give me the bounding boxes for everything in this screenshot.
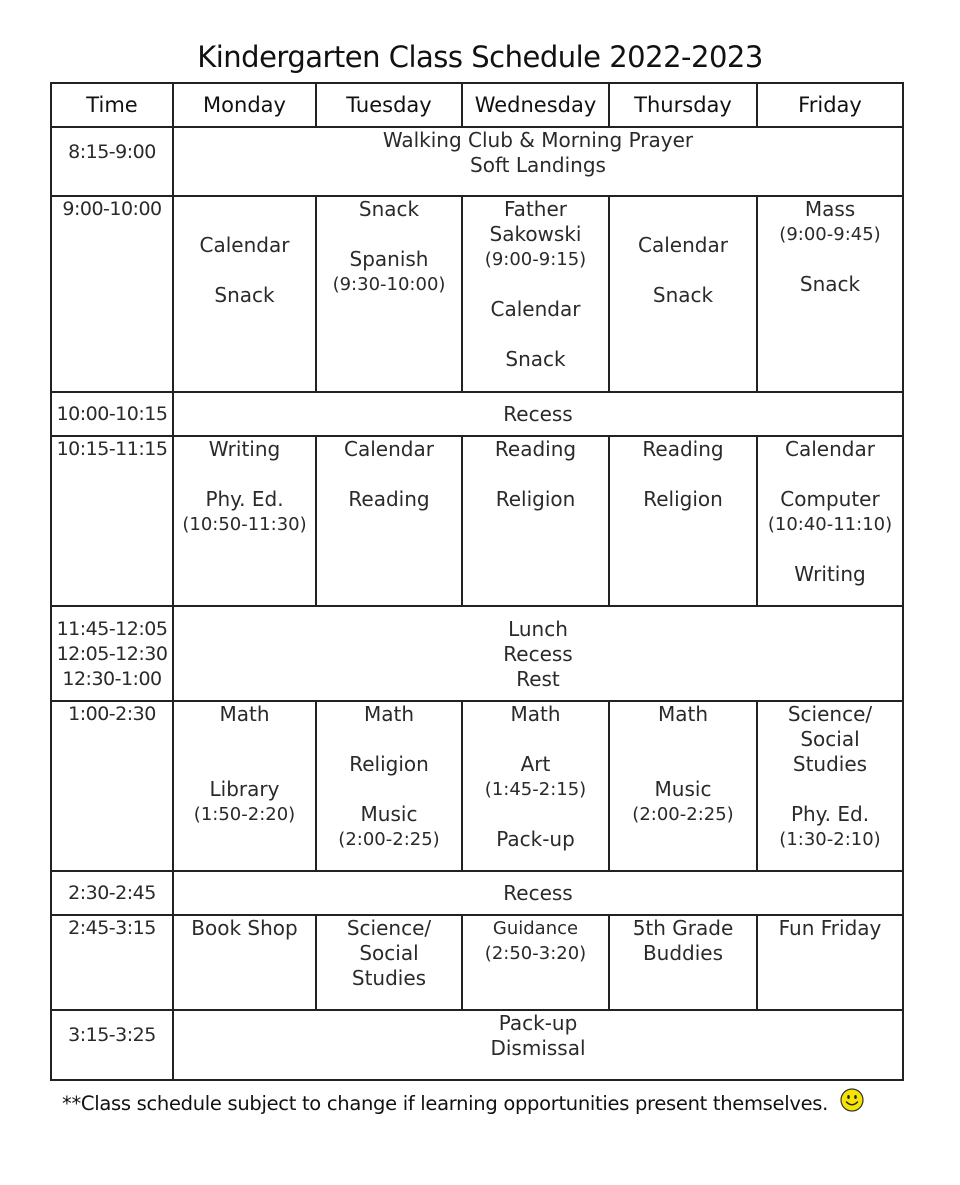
table-row bbox=[51, 127, 903, 196]
table-row bbox=[51, 606, 903, 701]
span-cell bbox=[173, 871, 903, 915]
cell-line: Guidance bbox=[492, 918, 579, 939]
cell-line: Religion bbox=[495, 487, 576, 511]
time-cell bbox=[51, 436, 173, 606]
monday-cell bbox=[173, 915, 316, 1010]
time-text: 11:45-12:05 bbox=[56, 618, 168, 640]
cell-line: Religion bbox=[349, 752, 429, 776]
cell-line: Book Shop bbox=[191, 916, 298, 940]
cell-line: Writing bbox=[794, 562, 866, 586]
time-cell bbox=[51, 1010, 173, 1080]
time-text: 2:30-2:45 bbox=[68, 881, 156, 904]
cell-line: (9:30-10:00) bbox=[332, 274, 446, 295]
cell-line: (9:00-9:45) bbox=[779, 224, 881, 245]
time-text: 12:05-12:30 bbox=[56, 643, 168, 665]
cell-line: Mass bbox=[804, 197, 856, 221]
cell-line: Music bbox=[654, 777, 712, 801]
cell-line: (10:40-11:10) bbox=[767, 514, 893, 535]
cell-line: Fun Friday bbox=[778, 916, 882, 940]
cell-line: Reading bbox=[348, 487, 430, 511]
header-tuesday: Tuesday bbox=[316, 83, 462, 127]
cell-line: Snack bbox=[505, 347, 566, 371]
time-text: 3:15-3:25 bbox=[68, 1024, 156, 1046]
span-cell bbox=[173, 1010, 903, 1080]
cell-line: (1:50-2:20) bbox=[193, 804, 296, 825]
time-cell bbox=[51, 196, 173, 392]
table-row bbox=[51, 196, 903, 392]
wednesday-cell bbox=[462, 196, 609, 392]
cell-line: Math bbox=[219, 702, 270, 726]
cell-line: Snack bbox=[652, 283, 714, 307]
tuesday-cell bbox=[316, 701, 462, 871]
cell-line: Snack bbox=[214, 283, 275, 307]
cell-line: (1:45-2:15) bbox=[484, 779, 587, 800]
cell-line: Snack bbox=[358, 197, 420, 221]
friday-cell bbox=[757, 196, 903, 392]
friday-cell bbox=[757, 436, 903, 606]
cell-line: Religion bbox=[643, 487, 723, 511]
cell-line: Art bbox=[520, 752, 551, 776]
span-line: Pack-up bbox=[498, 1011, 578, 1035]
table-row bbox=[51, 392, 903, 436]
cell-line: (2:00-2:25) bbox=[632, 804, 734, 825]
time-cell bbox=[51, 392, 173, 436]
monday-cell bbox=[173, 196, 316, 392]
time-text: 8:15-9:00 bbox=[68, 141, 156, 163]
thursday-cell bbox=[609, 196, 757, 392]
wednesday-cell bbox=[462, 915, 609, 1010]
cell-line: Calendar bbox=[785, 437, 875, 461]
header-monday: Monday bbox=[173, 83, 316, 127]
cell-line: Science/ bbox=[787, 702, 873, 726]
time-text: 2:45-3:15 bbox=[68, 917, 156, 939]
cell-line: Spanish bbox=[349, 247, 429, 271]
cell-line: Social bbox=[359, 941, 419, 965]
cell-line: 5th Grade bbox=[632, 916, 734, 940]
cell-line: Calendar bbox=[344, 437, 434, 461]
table-row bbox=[51, 915, 903, 1010]
page-title: Kindergarten Class Schedule 2022-2023 bbox=[197, 40, 763, 74]
time-cell bbox=[51, 127, 173, 196]
wednesday-cell bbox=[462, 436, 609, 606]
table-row bbox=[51, 701, 903, 871]
cell-line: Buddies bbox=[642, 941, 724, 965]
cell-line: Snack bbox=[799, 272, 861, 296]
cell-line: Sakowski bbox=[489, 222, 582, 246]
thursday-cell bbox=[609, 701, 757, 871]
cell-line: Pack-up bbox=[496, 827, 575, 851]
span-line: Walking Club & Morning Prayer bbox=[382, 128, 694, 152]
span-line: Lunch bbox=[508, 617, 568, 641]
cell-line: Phy. Ed. bbox=[790, 802, 870, 826]
cell-line: Reading bbox=[642, 437, 724, 461]
schedule-table bbox=[50, 82, 904, 1081]
span-cell bbox=[173, 606, 903, 701]
span-line: Recess bbox=[503, 401, 573, 426]
monday-cell bbox=[173, 436, 316, 606]
tuesday-cell bbox=[316, 915, 462, 1010]
cell-line: Calendar bbox=[199, 233, 290, 257]
cell-line: Studies bbox=[792, 752, 868, 776]
header-time: Time bbox=[51, 83, 173, 127]
time-cell bbox=[51, 915, 173, 1010]
span-cell bbox=[173, 127, 903, 196]
span-line: Dismissal bbox=[490, 1036, 586, 1060]
cell-line: (9:00-9:15) bbox=[484, 249, 587, 270]
header-row bbox=[51, 83, 903, 127]
span-line: Recess bbox=[503, 642, 573, 666]
monday-cell bbox=[173, 701, 316, 871]
span-line: Soft Landings bbox=[470, 153, 606, 177]
table-row bbox=[51, 436, 903, 606]
thursday-cell bbox=[609, 436, 757, 606]
cell-line: (2:50-3:20) bbox=[484, 943, 587, 964]
header-thursday: Thursday bbox=[609, 83, 757, 127]
cell-line: (2:00-2:25) bbox=[338, 829, 440, 850]
cell-line: Music bbox=[360, 802, 418, 826]
thursday-cell bbox=[609, 915, 757, 1010]
span-line: Rest bbox=[516, 667, 560, 691]
smiley-face-icon bbox=[840, 1088, 864, 1117]
cell-line: Writing bbox=[208, 437, 281, 461]
cell-line: (10:50-11:30) bbox=[182, 514, 307, 535]
table-row bbox=[51, 871, 903, 915]
friday-cell bbox=[757, 915, 903, 1010]
header-wednesday: Wednesday bbox=[462, 83, 609, 127]
time-text: 9:00-10:00 bbox=[62, 198, 162, 220]
footnote bbox=[62, 1088, 864, 1117]
span-line: Recess bbox=[503, 880, 573, 905]
cell-line: Math bbox=[657, 702, 709, 726]
header-friday: Friday bbox=[757, 83, 903, 127]
time-cell bbox=[51, 701, 173, 871]
tuesday-cell bbox=[316, 436, 462, 606]
cell-line: Social bbox=[800, 727, 860, 751]
cell-line: Computer bbox=[780, 487, 880, 511]
wednesday-cell bbox=[462, 701, 609, 871]
span-cell bbox=[173, 392, 903, 436]
tuesday-cell bbox=[316, 196, 462, 392]
time-text: 10:15-11:15 bbox=[56, 438, 168, 460]
cell-line: Library bbox=[209, 777, 280, 801]
cell-line: Calendar bbox=[638, 233, 728, 257]
table-row bbox=[51, 1010, 903, 1080]
cell-line: Science/ bbox=[346, 916, 432, 940]
cell-line: Math bbox=[363, 702, 415, 726]
cell-line: Calendar bbox=[490, 297, 581, 321]
cell-line: Studies bbox=[351, 966, 427, 990]
footnote-text: **Class schedule subject to change if learning opportunities present themselves. bbox=[62, 1092, 829, 1115]
time-text: 10:00-10:15 bbox=[56, 402, 168, 425]
time-text: 12:30-1:00 bbox=[62, 668, 162, 690]
cell-line: Reading bbox=[494, 437, 577, 461]
time-cell bbox=[51, 606, 173, 701]
cell-line: Phy. Ed. bbox=[205, 487, 284, 511]
cell-line: Math bbox=[510, 702, 561, 726]
cell-line: (1:30-2:10) bbox=[779, 829, 881, 850]
time-cell bbox=[51, 871, 173, 915]
cell-line: Father bbox=[504, 197, 567, 221]
time-text: 1:00-2:30 bbox=[68, 703, 156, 725]
friday-cell bbox=[757, 701, 903, 871]
